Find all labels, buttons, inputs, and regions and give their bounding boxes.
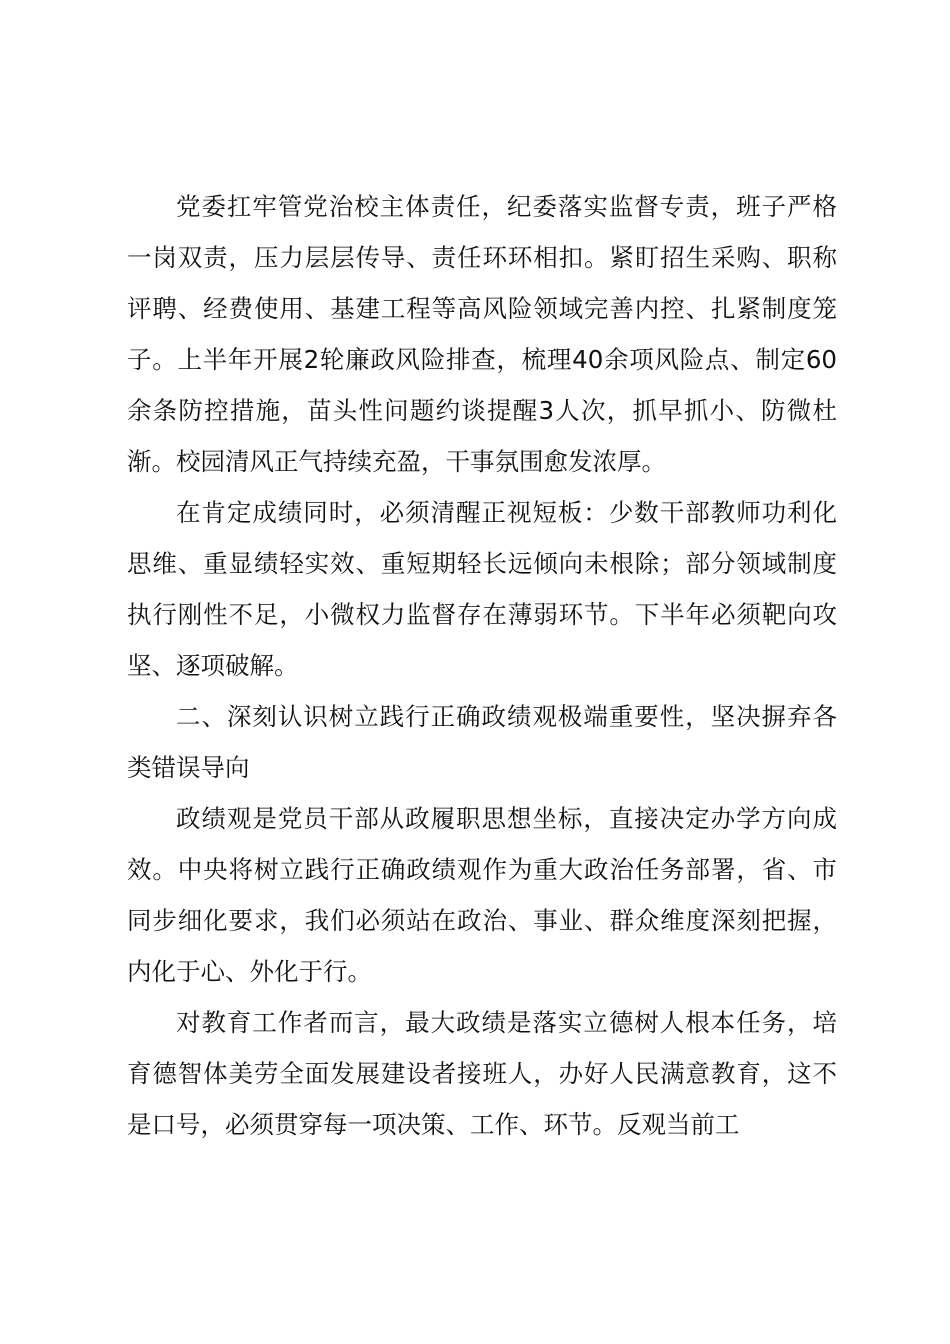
paragraph-education-mission: 对教育工作者而言，最大政绩是落实立德树人根本任务，培育德智体美劳全面发展建设者接班人，办好人民满意教育，这不是口号，必须贯穿每一项决策、工作、环节。反观当前工: [127, 1008, 837, 1139]
document-body: [127, 181, 837, 1150]
paragraph-performance-view: 政绩观是党员干部从政履职思想坐标，直接决定办学方向成效。中央将树立践行正确政绩观作为重大政治任务部署，省、市同步细化要求，我们必须站在政治、事业、群众维度深刻把握，内化于心、外化于行。: [127, 804, 837, 986]
paragraph-shortcomings: 在肯定成绩同时，必须清醒正视短板：少数干部教师功利化思维、重显绩轻实效、重短期轻长远倾向未根除；部分领域制度执行刚性不足，小微权力监督存在薄弱环节。下半年必须靶向攻坚、逐项破解。: [127, 498, 837, 680]
section-heading-2: 二、深刻认识树立践行正确政绩观极端重要性，坚决摒弃各类错误导向: [127, 702, 837, 782]
paragraph-accountability: 党委扛牢管党治校主体责任，纪委落实监督专责，班子严格一岗双责，压力层层传导、责任环环相扣。紧盯招生采购、职称评聘、经费使用、基建工程等高风险领域完善内控、扎紧制度笼子。上半年开展2轮廉政风险排查，梳理40余项风险点、制定60余条防控措施，苗头性问题约谈提醒3人次，抓早抓小、防微杜渐。校园清风正气持续充盈，干事氛围愈发浓厚。: [127, 192, 837, 476]
